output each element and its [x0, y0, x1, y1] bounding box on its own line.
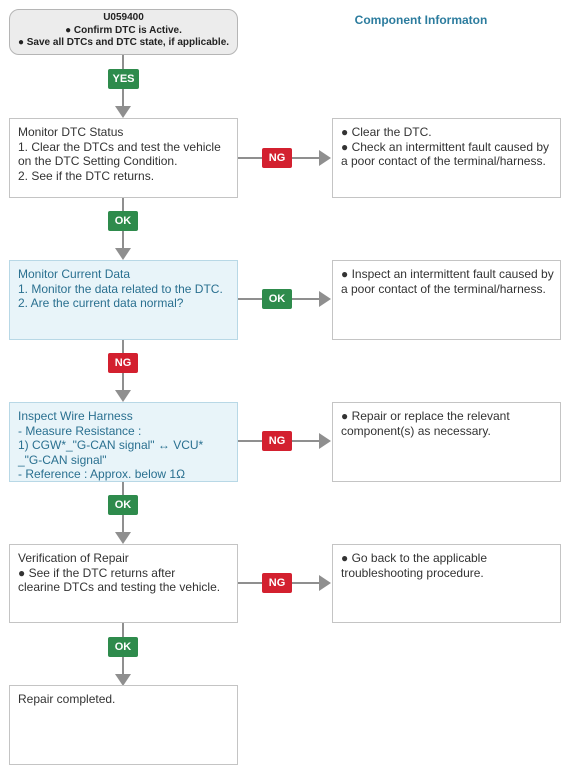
step-line: 2. Are the current data normal?	[18, 296, 184, 310]
step-title: Verification of Repair	[18, 551, 129, 565]
step-verification-of-repair	[9, 544, 238, 623]
info-box-intermittent-fault	[332, 260, 561, 340]
info-line: ● Go back to the applicable	[341, 551, 488, 565]
arrow-down	[115, 106, 131, 118]
step-line: on the DTC Setting Condition.	[18, 154, 178, 168]
info-box-clear-dtc	[332, 118, 561, 198]
step-monitor-dtc-status	[9, 118, 238, 198]
step-line: 1) CGW*_"G-CAN signal" ↔ VCU*	[18, 438, 204, 452]
step-line: _"G-CAN signal"	[18, 452, 107, 467]
yes-badge: YES	[108, 69, 139, 89]
info-box-troubleshooting	[332, 544, 561, 623]
dtc-code: U059400	[103, 12, 144, 23]
ng-badge: NG	[262, 148, 292, 168]
step-inspect-wire-harness	[9, 402, 238, 482]
start-line-1: ● Confirm DTC is Active.	[65, 24, 182, 36]
step-line: clearine DTCs and testing the vehicle.	[18, 580, 221, 594]
info-box-repair-replace	[332, 402, 561, 482]
ok-badge: OK	[108, 211, 138, 231]
component-information-title: Component Informaton	[354, 13, 488, 27]
arrow-down	[115, 390, 131, 402]
step-line: - Measure Resistance :	[18, 423, 142, 438]
info-line: ● Inspect an intermittent fault caused by	[341, 267, 554, 281]
ng-badge: NG	[262, 573, 292, 593]
arrow-down	[115, 532, 131, 544]
step-repair-completed	[9, 685, 238, 765]
info-line: ● Repair or replace the relevant	[341, 409, 510, 423]
ok-badge: OK	[108, 637, 138, 657]
ok-badge: OK	[108, 495, 138, 515]
ng-badge: NG	[262, 431, 292, 451]
info-line: troubleshooting procedure.	[341, 565, 484, 580]
info-line: ● Check an intermittent fault caused by	[341, 139, 550, 154]
start-node	[9, 9, 238, 55]
info-line: component(s) as necessary.	[341, 423, 491, 438]
ok-badge: OK	[262, 289, 292, 309]
step-title: Repair completed.	[18, 692, 116, 706]
step-title: Monitor Current Data	[18, 267, 131, 281]
info-line: a poor contact of the terminal/harness.	[341, 154, 546, 168]
info-line: a poor contact of the terminal/harness.	[341, 281, 546, 296]
step-line: 1. Clear the DTCs and test the vehicle	[18, 139, 221, 154]
step-title: Monitor DTC Status	[18, 125, 124, 139]
step-line: ● See if the DTC returns after	[18, 565, 176, 580]
step-line: 1. Monitor the data related to the DTC.	[18, 281, 223, 296]
arrow-right	[319, 575, 331, 591]
info-line: ● Clear the DTC.	[341, 125, 432, 139]
step-monitor-current-data	[9, 260, 238, 340]
arrow-right	[319, 150, 331, 166]
ng-badge: NG	[108, 353, 138, 373]
arrow-down	[115, 248, 131, 260]
step-line: 2. See if the DTC returns.	[18, 168, 155, 183]
step-line: - Reference : Approx. below 1Ω	[18, 467, 186, 481]
start-line-2: ● Save all DTCs and DTC state, if applicable.	[17, 37, 230, 48]
arrow-right	[319, 433, 331, 449]
arrow-right	[319, 291, 331, 307]
step-title: Inspect Wire Harness	[18, 409, 133, 423]
